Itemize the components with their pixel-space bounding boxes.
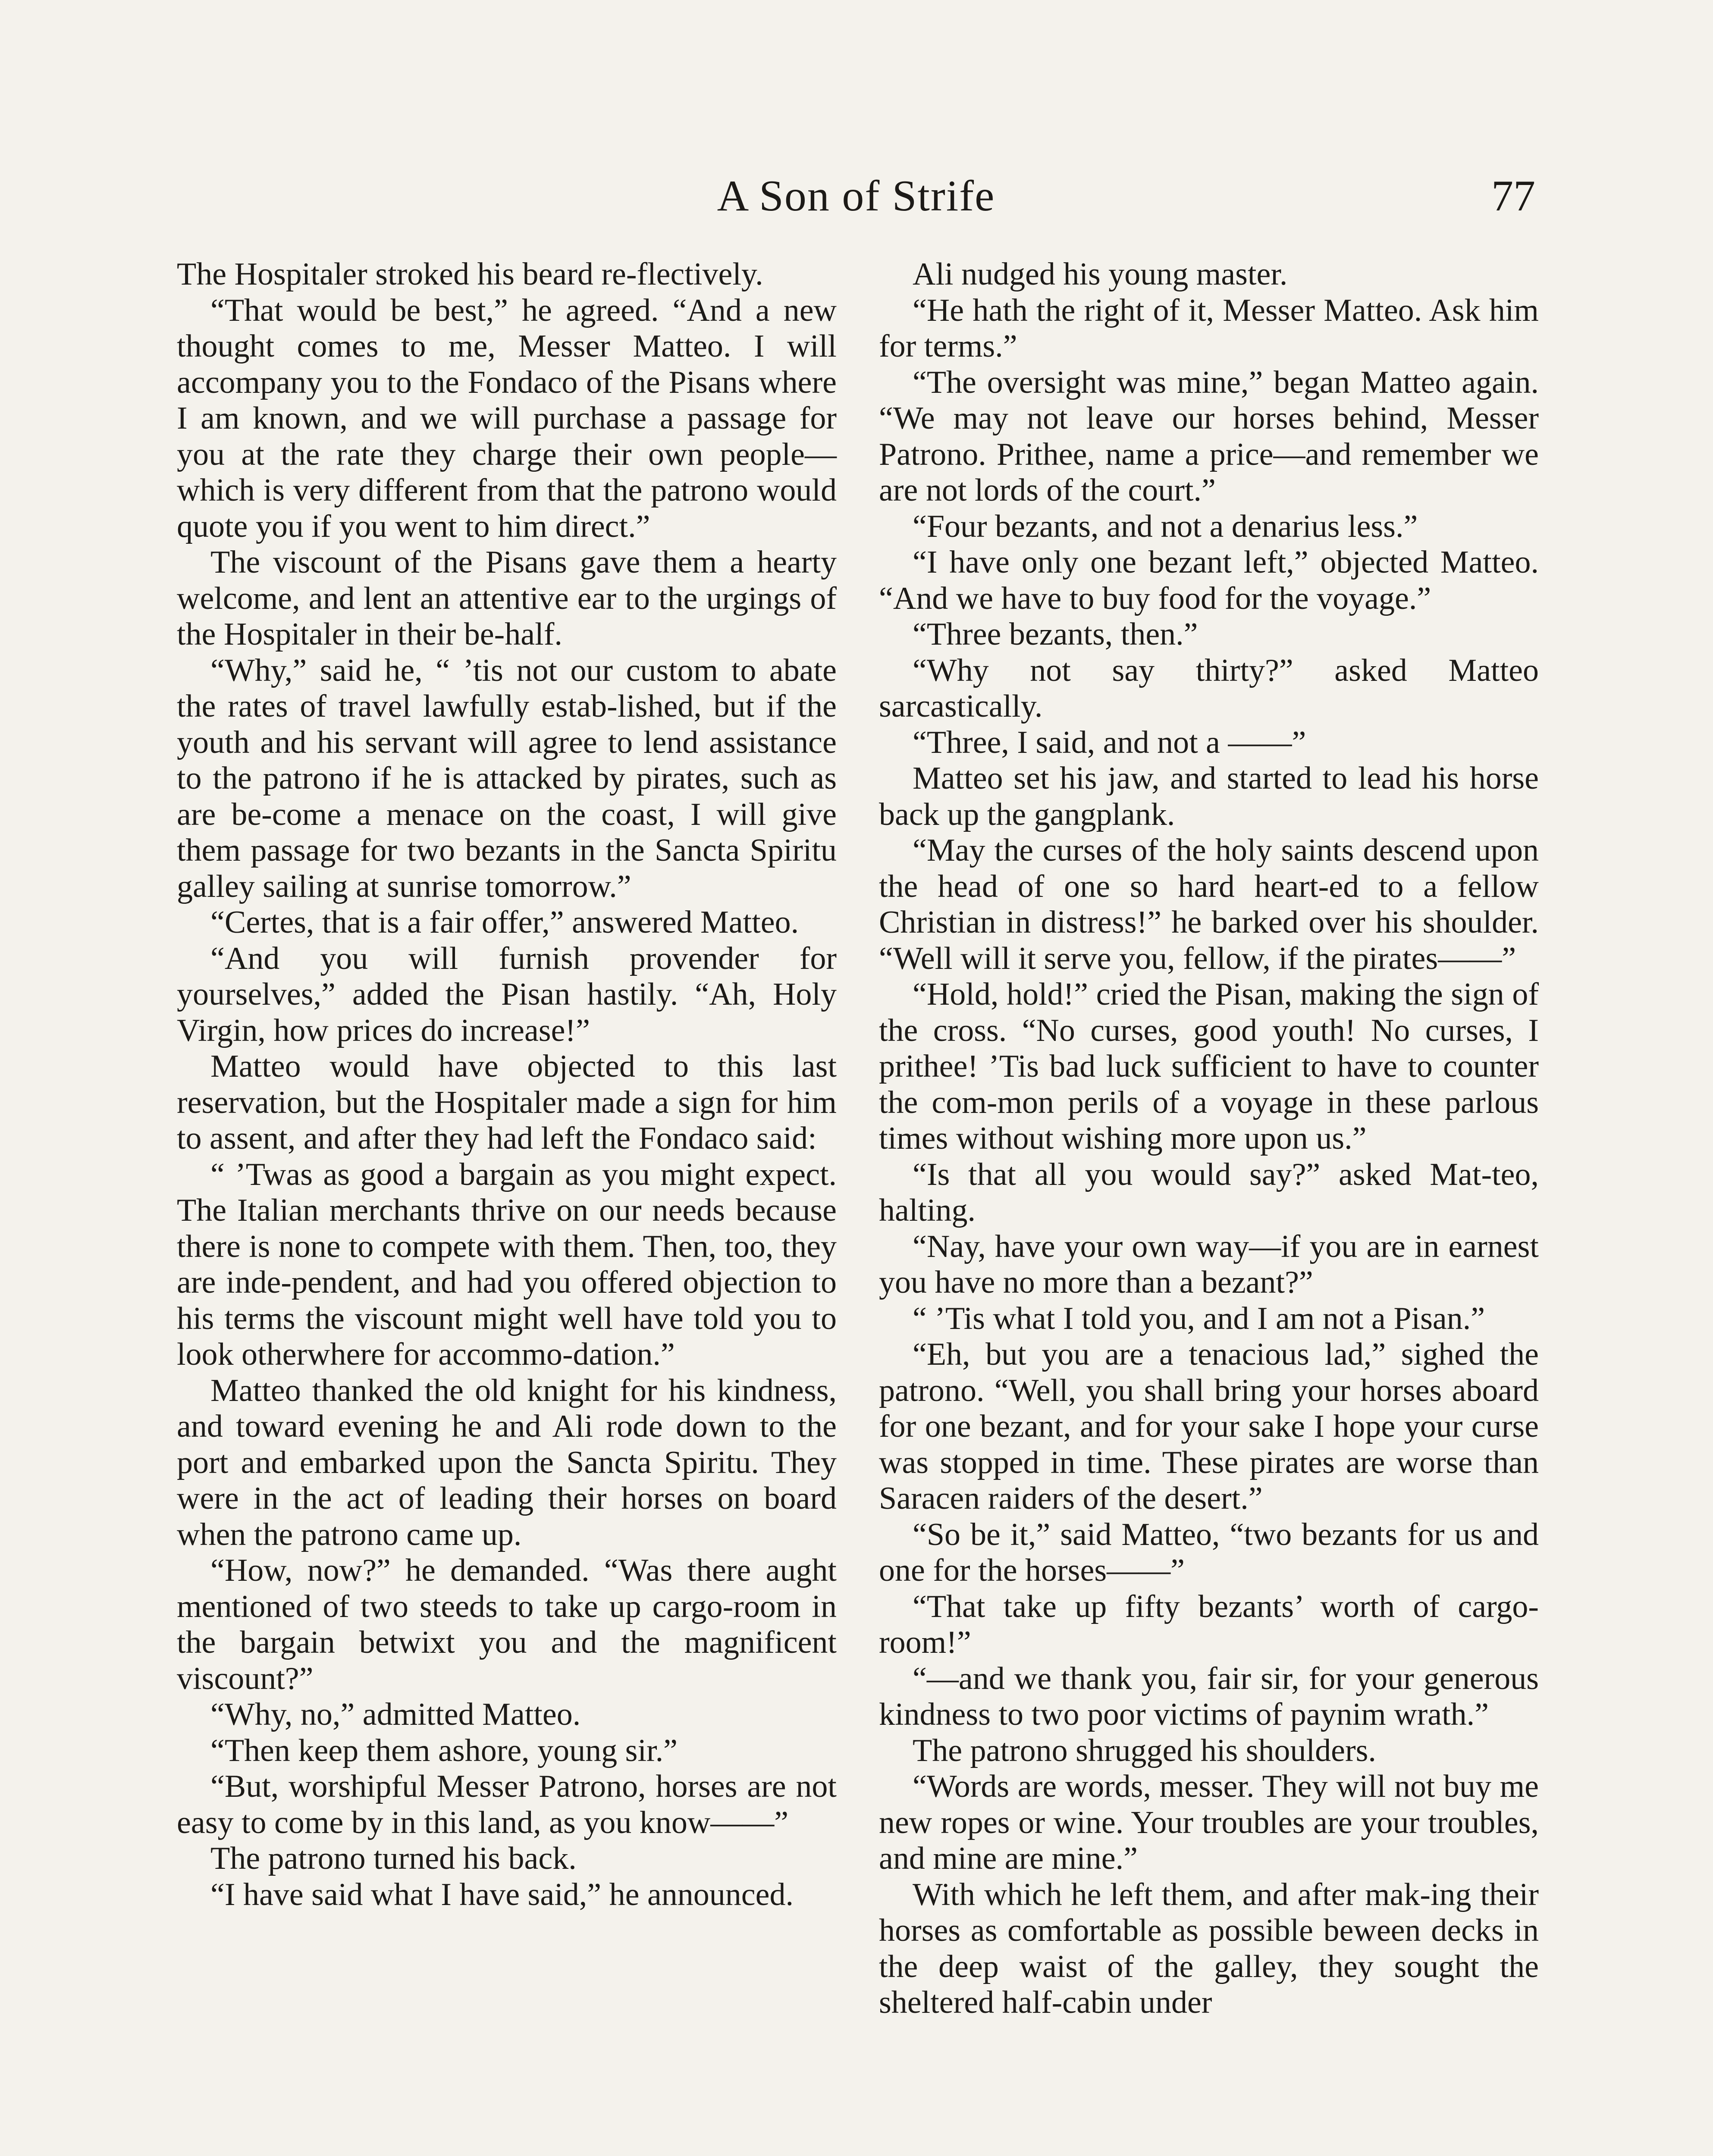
right-column — [879, 257, 1539, 2021]
paragraph: “ ’Tis what I told you, and I am not a Pisan.” — [913, 1300, 1485, 1336]
paragraph: “And you will furnish provender for yourselves,” added the Pisan hastily. “Ah, Holy Virgin, how prices do increase!” — [177, 940, 837, 1048]
paragraph: “Is that all you would say?” asked Mat-teo, halting. — [879, 1156, 1539, 1228]
paragraph: “Three bezants, then.” — [913, 617, 1198, 652]
paragraph: Ali nudged his young master. — [913, 257, 1288, 292]
page-header — [177, 166, 1535, 226]
paragraph: “That take up fifty bezants’ worth of cargo-room!” — [879, 1589, 1539, 1660]
paragraph: Matteo would have objected to this last reservation, but the Hospitaler made a sign for him to assent, and after they had left the Fondaco said: — [177, 1049, 837, 1156]
paragraph: Matteo set his jaw, and started to lead his horse back up the gangplank. — [879, 761, 1539, 832]
paragraph: The patrono turned his back. — [210, 1841, 577, 1876]
paragraph: “Eh, but you are a tenacious lad,” sighed the patrono. “Well, you shall bring your horses aboard for one bezant, and for your sake I hope your curse was stopped in time. These pirates are worse than Saracen raiders of the desert.” — [879, 1337, 1539, 1516]
paragraph: “I have said what I have said,” he announced. — [210, 1877, 794, 1912]
paragraph: The Hospitaler stroked his beard re-flectively. — [177, 257, 763, 292]
paragraph: “He hath the right of it, Messer Matteo. Ask him for terms.” — [879, 292, 1539, 364]
running-title: A Son of Strife — [717, 172, 995, 220]
paragraph: “Why, no,” admitted Matteo. — [210, 1697, 581, 1732]
paragraph: With which he left them, and after mak-ing their horses as comfortable as possible beween decks in the deep waist of the galley, they sought the sheltered half-cabin under — [879, 1877, 1539, 2020]
paragraph: “Words are words, messer. They will not buy me new ropes or wine. Your troubles are your troubles, and mine are mine.” — [879, 1769, 1539, 1876]
paragraph: “Why not say thirty?” asked Matteo sarcastically. — [879, 652, 1539, 724]
paragraph: The viscount of the Pisans gave them a hearty welcome, and lent an attentive ear to the urgings of the Hospitaler in their be-half. — [177, 545, 837, 652]
paragraph: “Then keep them ashore, young sir.” — [210, 1733, 678, 1768]
paragraph: Matteo thanked the old knight for his kindness, and toward evening he and Ali rode down to the port and embarked upon the Sancta Spiritu. They were in the act of leading their horses on board when the patrono came up. — [177, 1373, 837, 1552]
page-number: 77 — [1491, 172, 1535, 220]
paragraph: “Three, I said, and not a ——” — [913, 724, 1306, 760]
paragraph: “Nay, have your own way—if you are in earnest you have no more than a bezant?” — [879, 1228, 1539, 1300]
paragraph: “ ’Twas as good a bargain as you might expect. The Italian merchants thrive on our needs because there is none to compete with them. Then, too, they are inde-pendent, and had you offered objection to his terms the viscount might well have told you to look otherwhere for accommo-dation.” — [177, 1156, 837, 1372]
paragraph: “Certes, that is a fair offer,” answered Matteo. — [210, 905, 799, 940]
paragraph: “How, now?” he demanded. “Was there aught mentioned of two steeds to take up cargo-room in the bargain betwixt you and the magnificent viscount?” — [177, 1553, 837, 1696]
paragraph: “The oversight was mine,” began Matteo again. “We may not leave our horses behind, Messer Patrono. Prithee, name a price—and remember we are not lords of the court.” — [879, 364, 1539, 508]
paragraph: “That would be best,” he agreed. “And a new thought comes to me, Messer Matteo. I will accompany you to the Fondaco of the Pisans where I am known, and we will purchase a passage for you at the rate they charge their own people—which is very different from that the patrono would quote you if you went to him direct.” — [177, 292, 837, 544]
paragraph: “May the curses of the holy saints descend upon the head of one so hard heart-ed to a fellow Christian in distress!” he barked over his shoulder. “Well will it serve you, fellow, if the pirates——” — [879, 833, 1539, 976]
paragraph: “I have only one bezant left,” objected Matteo. “And we have to buy food for the voyage.” — [879, 545, 1539, 616]
paragraph: “Why,” said he, “ ’tis not our custom to abate the rates of travel lawfully estab-lished, but if the youth and his servant will agree to lend assistance to the patrono if he is attacked by pirates, such as are be-come a menace on the coast, I will give them passage for two bezants in the Sancta Spiritu galley sailing at sunrise tomorrow.” — [177, 652, 837, 904]
paragraph: “—and we thank you, fair sir, for your generous kindness to two poor victims of paynim wrath.” — [879, 1661, 1539, 1732]
left-column — [177, 257, 837, 1913]
paragraph: “But, worshipful Messer Patrono, horses are not easy to come by in this land, as you know——” — [177, 1769, 837, 1840]
paragraph: “So be it,” said Matteo, “two bezants for us and one for the horses——” — [879, 1517, 1539, 1588]
paragraph: The patrono shrugged his shoulders. — [913, 1733, 1376, 1768]
paragraph: “Four bezants, and not a denarius less.” — [913, 508, 1418, 544]
paragraph: “Hold, hold!” cried the Pisan, making the sign of the cross. “No curses, good youth! No curses, I prithee! ’Tis bad luck sufficient to have to counter the com-mon perils of a voyage in these parlous times without wishing more upon us.” — [879, 977, 1539, 1156]
